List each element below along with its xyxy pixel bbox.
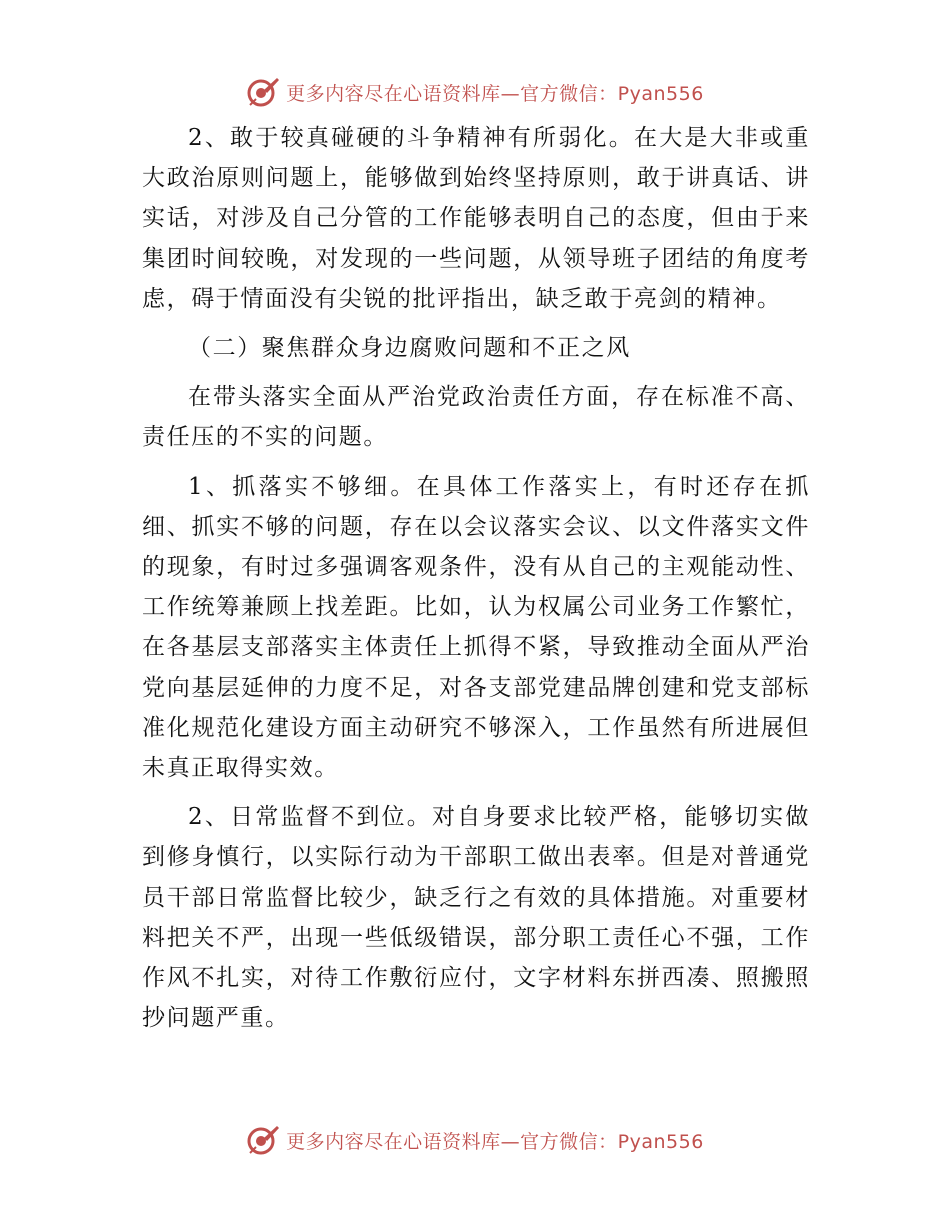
watermark-footer (0, 1120, 950, 1160)
paragraph: 2、敢于较真碰硬的斗争精神有所弱化。在大是大非或重大政治原则问题上，能够做到始终坚持原则，敢于讲真话、讲实话，对涉及自己分管的工作能够表明自己的态度，但由于来集团时间较晚，对发现的一些问题，从领导班子团结的角度考虑，碍于情面没有尖锐的批评指出，缺乏敢于亮剑的精神。 (142, 125, 810, 312)
pen-logo-icon (246, 75, 280, 109)
section-heading: （二）聚焦群众身边腐败问题和不正之风 (188, 335, 631, 362)
watermark-text: 更多内容尽在心语资料库—官方微信：Pyan556 (286, 1130, 704, 1153)
paragraph: 2、日常监督不到位。对自身要求比较严格，能够切实做到修身慎行，以实际行动为干部职工做出表率。但是对普通党员干部日常监督比较少，缺乏行之有效的具体措施。对重要材料把关不严，出现一些低级错误，部分职工责任心不强，工作作风不扎实，对待工作敷衍应付，文字材料东拼西凑、照搬照抄问题严重。 (142, 804, 810, 1032)
paragraph: 在带头落实全面从严治党政治责任方面，存在标准不高、责任压的不实的问题。 (142, 384, 810, 451)
paragraph: 1、抓落实不够细。在具体工作落实上，有时还存在抓细、抓实不够的问题，存在以会议落实会议、以文件落实文件的现象，有时过多强调客观条件，没有从自己的主观能动性、工作统筹兼顾上找差距。比如，认为权属公司业务工作繁忙，在各基层支部落实主体责任上抓得不紧，导致推动全面从严治党向基层延伸的力度不足，对各支部党建品牌创建和党支部标准化规范化建设方面主动研究不够深入，工作虽然有所进展但未真正取得实效。 (142, 473, 810, 782)
document-body (142, 118, 810, 1047)
watermark-text: 更多内容尽在心语资料库—官方微信：Pyan556 (286, 82, 704, 105)
pen-logo-icon (246, 1123, 280, 1157)
watermark-header (0, 72, 950, 112)
